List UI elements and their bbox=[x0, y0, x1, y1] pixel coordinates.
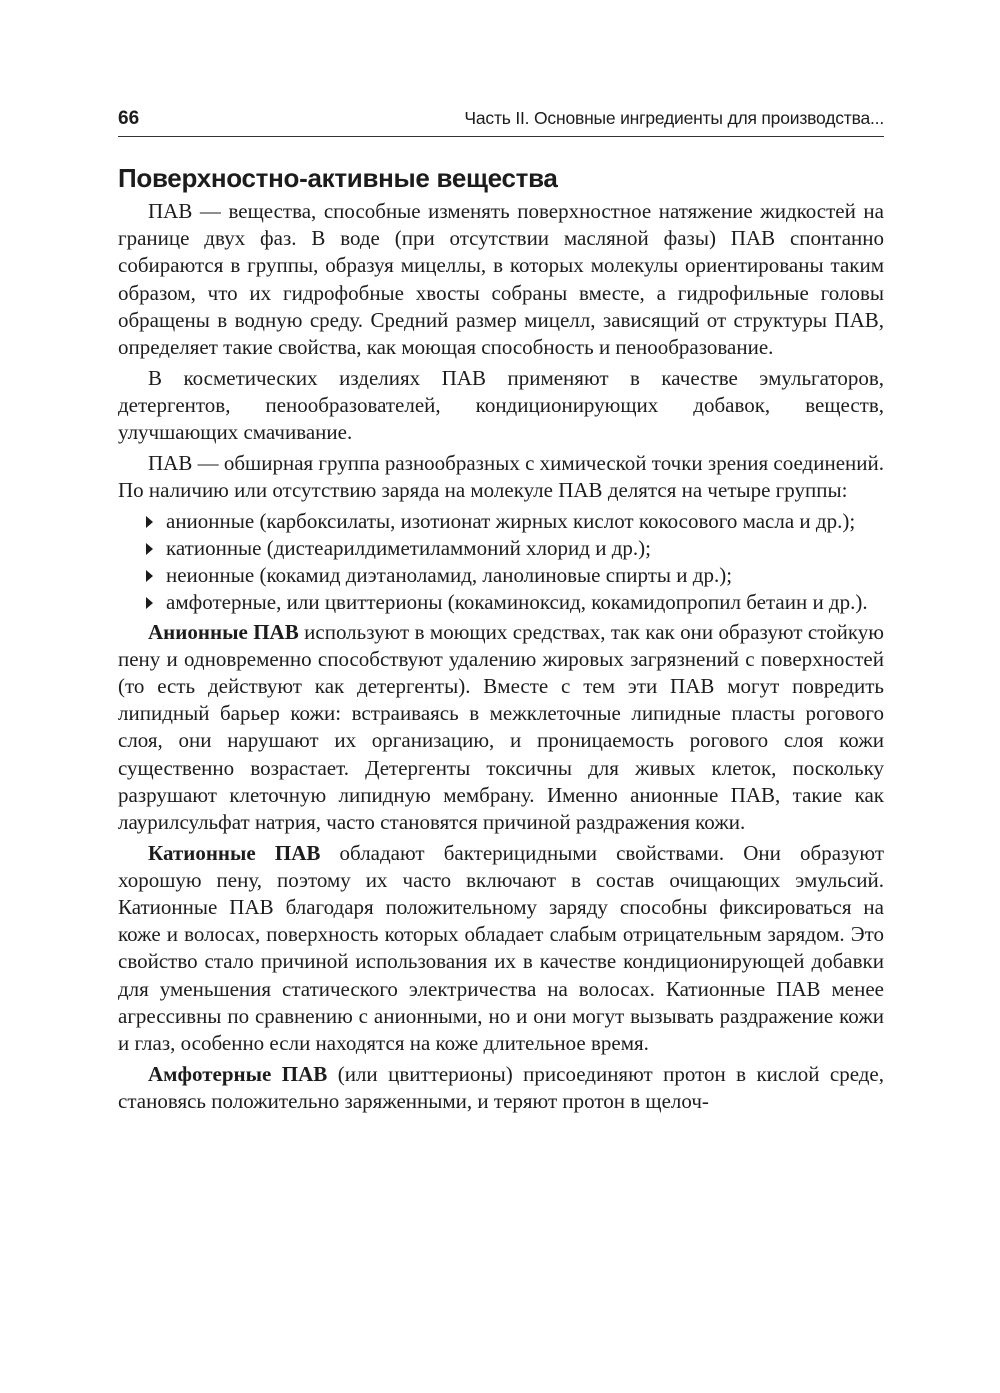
triangle-bullet-icon bbox=[146, 597, 153, 609]
anionic-lead: Анионные ПАВ bbox=[148, 619, 299, 644]
paragraph-amphoteric bbox=[118, 1061, 884, 1115]
running-title: Часть II. Основные ингредиенты для производства... bbox=[464, 108, 884, 128]
amphoteric-lead: Амфотерные ПАВ bbox=[148, 1061, 328, 1086]
cationic-lead: Катионные ПАВ bbox=[148, 840, 321, 865]
cationic-text: обладают бактерицидными свойствами. Они образуют хорошую пену, поэтому их часто включают в состав очищающих эмульсий. Катионные ПАВ благодаря положительному заряду способны фиксироваться на коже и волосах, поверхность которых обладает слабым отрицательным зарядом. Это свойство стало причиной использования их в качестве кондиционирующей добавки для уменьшения статического электричества на волосах. Катионные ПАВ менее агрессивны по сравнению с анионными, но и они могут вызывать раздражение кожи и глаз, особенно если находятся на коже длительное время. bbox=[118, 840, 884, 1056]
page-number: 66 bbox=[118, 108, 140, 129]
list-item-text: анионные (карбоксилаты, изотионат жирных кислот кокосового масла и др.); bbox=[166, 508, 856, 533]
triangle-bullet-icon bbox=[146, 516, 153, 528]
paragraph-anionic bbox=[118, 619, 884, 837]
paragraph-classification: ПАВ — обширная группа разнообразных с химической точки зрения соединений. По наличию или отсутствию заряда на молекуле ПАВ делятся на четыре группы: bbox=[118, 450, 884, 503]
list-item-anionic bbox=[146, 508, 884, 535]
section-title: Поверхностно-активные вещества bbox=[118, 163, 558, 193]
list-item-nonionic bbox=[146, 562, 884, 589]
triangle-bullet-icon bbox=[146, 570, 153, 582]
running-header bbox=[118, 108, 884, 137]
list-item-text: амфотерные, или цвиттерионы (кокаминоксид, кокамидопропил бетаин и др.). bbox=[166, 590, 868, 615]
list-item-text: катионные (дистеарилдиметиламмоний хлорид и др.); bbox=[166, 535, 651, 560]
book-page bbox=[118, 108, 884, 1119]
surfactant-groups-list bbox=[118, 508, 884, 617]
paragraph-definition: ПАВ — вещества, способные изменять поверхностное натяжение жидкостей на границе двух фаз. В воде (при отсутствии масляной фазы) ПАВ спонтанно собираются в группы, образуя мицеллы, в которых молекулы ориентированы таким образом, что их гидрофобные хвосты собраны вместе, а гидрофильные головы обращены в водную среду. Средний размер мицелл, зависящий от структуры ПАВ, определяет такие свойства, как моющая способность и пенообразование. bbox=[118, 199, 884, 360]
triangle-bullet-icon bbox=[146, 543, 153, 555]
list-item-cationic bbox=[146, 535, 884, 562]
paragraph-cationic bbox=[118, 840, 884, 1058]
list-item-amphoteric bbox=[146, 589, 884, 616]
body-text bbox=[118, 198, 884, 1115]
anionic-text: используют в моющих средствах, так как они образуют стойкую пену и одновременно способствуют удалению жировых загрязнений с поверхностей (то есть действуют как детергенты). Вместе с тем эти ПАВ могут повредить липидный барьер кожи: встраиваясь в межклеточные липидные пласты рогового слоя, они нарушают их организацию, и проницаемость рогового слоя кожи существенно возрастает. Детергенты токсичны для живых клеток, поскольку разрушают клеточную липидную мембрану. Именно анионные ПАВ, такие как лаурилсульфат натрия, часто становятся причиной раздражения кожи. bbox=[118, 619, 884, 834]
amphoteric-text: (или цвиттерионы) присоединяют протон в кислой среде, становясь положительно заряженными, и теряют протон в щелоч- bbox=[118, 1061, 884, 1113]
paragraph-cosmetic-use: В косметических изделиях ПАВ применяют в качестве эмульгаторов, детергентов, пенообразователей, кондиционирующих добавок, веществ, улучшающих смачивание. bbox=[118, 365, 884, 445]
list-item-text: неионные (кокамид диэтаноламид, ланолиновые спирты и др.); bbox=[166, 563, 733, 588]
